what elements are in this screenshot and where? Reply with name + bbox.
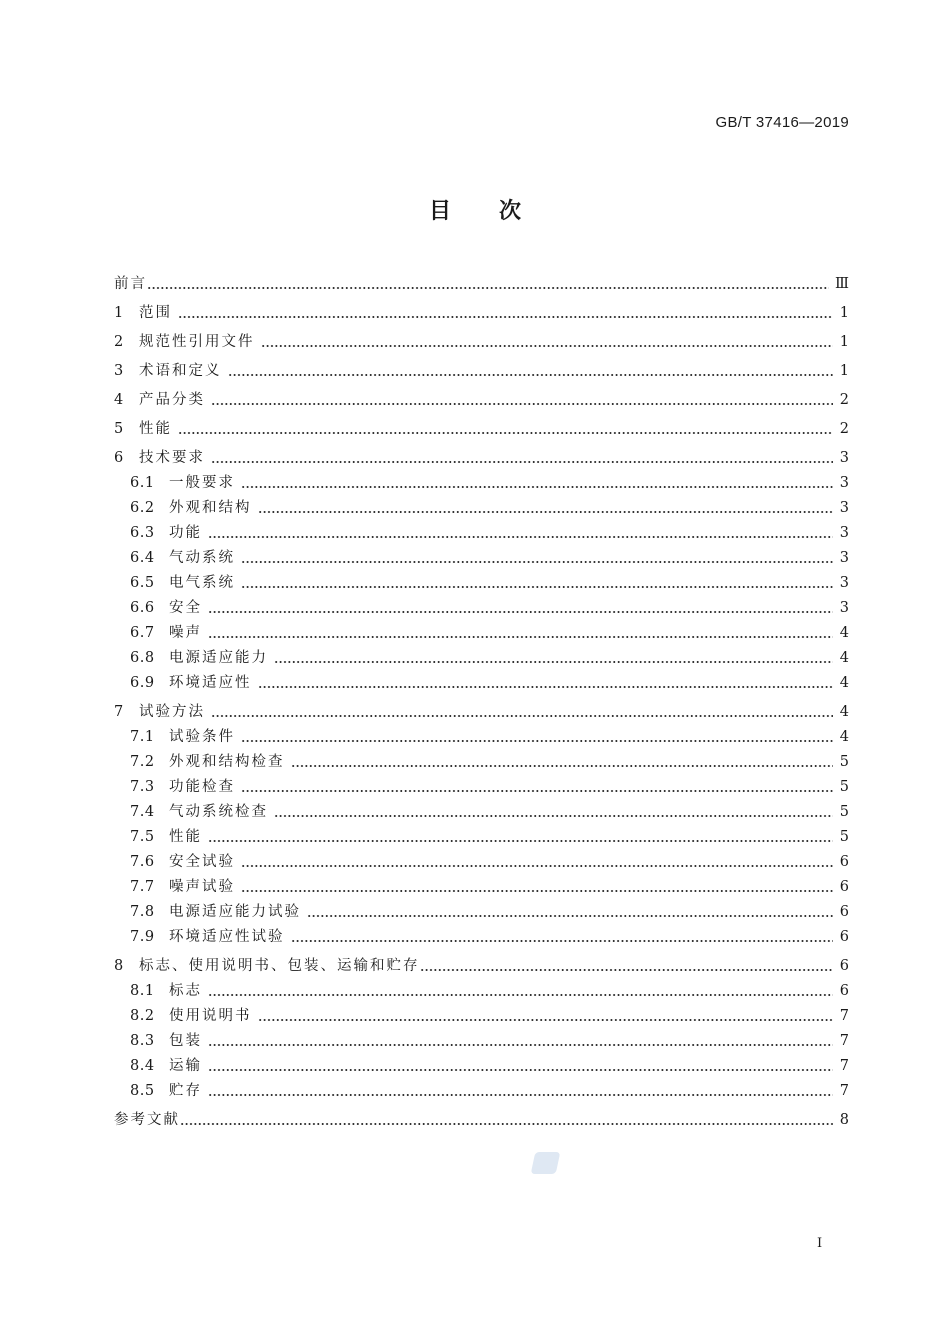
toc-leader-dots xyxy=(208,636,833,638)
toc-entry-page: 1 xyxy=(839,334,849,350)
toc-leader-dots xyxy=(211,461,833,463)
toc-entry-number: 6.6 xyxy=(130,600,155,616)
toc-entry[interactable] xyxy=(114,801,849,823)
toc-entry-page: 3 xyxy=(839,575,849,591)
toc-entry-number: 6.1 xyxy=(130,475,155,491)
toc-entry-number: 8.2 xyxy=(130,1008,155,1024)
toc-entry-page: 5 xyxy=(839,779,849,795)
toc-entry-label: 外观和结构 xyxy=(169,500,252,516)
toc-entry-number: 1 xyxy=(114,305,124,321)
toc-entry-label: 电源适应能力 xyxy=(169,650,268,666)
toc-entry-label: 试验条件 xyxy=(169,729,235,745)
toc-entry[interactable] xyxy=(114,1080,849,1102)
toc-leader-dots xyxy=(211,715,833,717)
toc-leader-dots xyxy=(241,486,833,488)
toc-entry-number: 6.5 xyxy=(130,575,155,591)
toc-entry-label: 技术要求 xyxy=(139,450,205,466)
toc-entry-page: 3 xyxy=(839,500,849,516)
toc-entry[interactable] xyxy=(114,522,849,544)
toc-leader-dots xyxy=(241,740,833,742)
toc-entry-number: 7.6 xyxy=(130,854,155,870)
toc-entry-page: 4 xyxy=(839,704,849,720)
toc-leader-dots xyxy=(291,940,834,942)
toc-entry[interactable] xyxy=(114,876,849,898)
toc-entry-label: 产品分类 xyxy=(139,392,205,408)
toc-entry-label: 贮存 xyxy=(169,1083,202,1099)
toc-entry-page: 6 xyxy=(839,983,849,999)
toc-entry-number: 6 xyxy=(114,450,124,466)
toc-leader-dots xyxy=(241,790,833,792)
toc-entry-page: 4 xyxy=(839,650,849,666)
toc-entry-page: 6 xyxy=(839,904,849,920)
toc-leader-dots xyxy=(241,561,833,563)
toc-entry-number: 4 xyxy=(114,392,124,408)
toc-leader-dots xyxy=(291,765,834,767)
toc-entry[interactable] xyxy=(114,1030,849,1052)
toc-entry-label: 功能检查 xyxy=(169,779,235,795)
toc-entry-page: 3 xyxy=(839,525,849,541)
toc-entry-page: 3 xyxy=(839,600,849,616)
toc-entry-page: 2 xyxy=(839,392,849,408)
toc-leader-dots xyxy=(208,840,833,842)
toc-entry-label: 范围 xyxy=(139,305,172,321)
toc-leader-dots xyxy=(258,1019,834,1021)
toc-entry-number: 6.7 xyxy=(130,625,155,641)
page-title: 目次 xyxy=(428,199,569,224)
toc-leader-dots xyxy=(180,1123,833,1125)
toc-leader-dots xyxy=(208,1044,833,1046)
toc-entry[interactable] xyxy=(114,547,849,569)
toc-leader-dots xyxy=(241,865,833,867)
sac-logo-icon xyxy=(531,1152,561,1174)
toc-leader-dots xyxy=(258,511,834,513)
toc-leader-dots xyxy=(274,661,833,663)
toc-entry-number: 7.1 xyxy=(130,729,155,745)
toc-entry-number: 5 xyxy=(114,421,124,437)
toc-leader-dots xyxy=(208,611,833,613)
toc-entry[interactable] xyxy=(114,751,849,773)
toc-entry-label: 电气系统 xyxy=(169,575,235,591)
toc-entry[interactable] xyxy=(114,302,849,324)
toc-entry[interactable] xyxy=(114,389,849,411)
toc-entry-page: 2 xyxy=(839,421,849,437)
toc-entry[interactable] xyxy=(114,360,849,382)
toc-leader-dots xyxy=(208,1069,833,1071)
toc-entry[interactable] xyxy=(114,418,849,440)
toc-entry-label: 一般要求 xyxy=(169,475,235,491)
toc-entry-page: 1 xyxy=(839,305,849,321)
toc-entry-page: 3 xyxy=(839,450,849,466)
toc-entry-page: 7 xyxy=(839,1008,849,1024)
toc-entry-page: 7 xyxy=(839,1033,849,1049)
toc-entry-number: 7.7 xyxy=(130,879,155,895)
toc-entry-number: 6.8 xyxy=(130,650,155,666)
toc-entry-label: 环境适应性试验 xyxy=(169,929,285,945)
toc-entry[interactable] xyxy=(114,497,849,519)
toc-entry-label: 性能 xyxy=(169,829,202,845)
toc-leader-dots xyxy=(178,316,833,318)
toc-entry-page: 3 xyxy=(839,550,849,566)
toc-entry-page: 7 xyxy=(839,1083,849,1099)
toc-entry-number: 7.9 xyxy=(130,929,155,945)
toc-entry-label: 噪声 xyxy=(169,625,202,641)
toc-entry-number: 6.2 xyxy=(130,500,155,516)
toc-entry-page: 6 xyxy=(839,929,849,945)
toc-entry-label: 环境适应性 xyxy=(169,675,252,691)
toc-leader-dots xyxy=(241,586,833,588)
toc-entry-label: 功能 xyxy=(169,525,202,541)
toc-entry[interactable] xyxy=(114,776,849,798)
toc-entry-page: 8 xyxy=(839,1112,849,1128)
toc-entry[interactable] xyxy=(114,826,849,848)
toc-leader-dots xyxy=(241,890,833,892)
toc-entry-page: 4 xyxy=(839,625,849,641)
toc-entry-label: 标志 xyxy=(169,983,202,999)
toc-entry-number: 8.1 xyxy=(130,983,155,999)
toc-entry-number: 7.5 xyxy=(130,829,155,845)
toc-entry-number: 7.2 xyxy=(130,754,155,770)
toc-entry-label: 参考文献 xyxy=(114,1112,180,1128)
toc-leader-dots xyxy=(208,994,833,996)
toc-leader-dots xyxy=(208,1094,833,1096)
toc-leader-dots xyxy=(228,374,834,376)
toc-entry-label: 气动系统 xyxy=(169,550,235,566)
toc-entry-number: 8 xyxy=(114,958,124,974)
toc-entry-number: 8.3 xyxy=(130,1033,155,1049)
page-number: Ⅰ xyxy=(817,1236,823,1251)
toc-entry[interactable] xyxy=(114,622,849,644)
toc-entry[interactable] xyxy=(114,572,849,594)
toc-leader-dots xyxy=(208,536,833,538)
toc-entry[interactable] xyxy=(114,1005,849,1027)
toc-entry-number: 8.5 xyxy=(130,1083,155,1099)
toc-leader-dots xyxy=(178,432,833,434)
toc-entry-page: 5 xyxy=(839,754,849,770)
toc-entry[interactable] xyxy=(114,851,849,873)
toc-entry-label: 包装 xyxy=(169,1033,202,1049)
toc-entry[interactable] xyxy=(114,926,849,948)
toc-entry[interactable] xyxy=(114,447,849,469)
toc-entry-label: 安全 xyxy=(169,600,202,616)
toc-entry[interactable] xyxy=(114,901,849,923)
toc-leader-dots xyxy=(274,815,833,817)
toc-entry-label: 安全试验 xyxy=(169,854,235,870)
toc-entry[interactable] xyxy=(114,1109,849,1131)
toc-entry[interactable] xyxy=(114,273,849,295)
toc-entry-label: 外观和结构检查 xyxy=(169,754,285,770)
toc-entry-number: 3 xyxy=(114,363,124,379)
toc-entry-page: 6 xyxy=(839,879,849,895)
toc-entry-label: 试验方法 xyxy=(139,704,205,720)
toc-entry-label: 术语和定义 xyxy=(139,363,222,379)
toc-entry-number: 8.4 xyxy=(130,1058,155,1074)
toc-entry-page: 6 xyxy=(839,958,849,974)
toc-entry[interactable] xyxy=(114,701,849,723)
toc-entry-label: 噪声试验 xyxy=(169,879,235,895)
toc-leader-dots xyxy=(211,403,833,405)
toc-entry[interactable] xyxy=(114,672,849,694)
standard-code: GB/T 37416—2019 xyxy=(715,114,849,131)
toc-entry[interactable] xyxy=(114,331,849,353)
toc-entry-page: 4 xyxy=(839,729,849,745)
toc-entry-label: 标志、使用说明书、包装、运输和贮存 xyxy=(139,958,420,974)
toc-entry-number: 6.9 xyxy=(130,675,155,691)
toc-entry-label: 运输 xyxy=(169,1058,202,1074)
toc-entry-label: 电源适应能力试验 xyxy=(169,904,301,920)
toc-entry-number: 2 xyxy=(114,334,124,350)
toc-entry-page: 5 xyxy=(839,829,849,845)
toc-entry-label: 前言 xyxy=(114,276,147,292)
toc-entry-page: 3 xyxy=(839,475,849,491)
toc-entry-page: Ⅲ xyxy=(835,276,849,292)
toc-entry-number: 6.4 xyxy=(130,550,155,566)
toc-entry-number: 7.3 xyxy=(130,779,155,795)
toc-entry-page: 7 xyxy=(839,1058,849,1074)
toc-entry-number: 6.3 xyxy=(130,525,155,541)
toc-entry[interactable] xyxy=(114,472,849,494)
toc-entry-label: 规范性引用文件 xyxy=(139,334,255,350)
toc-entry-page: 1 xyxy=(839,363,849,379)
toc-entry-page: 6 xyxy=(839,854,849,870)
toc-entry-label: 气动系统检查 xyxy=(169,804,268,820)
toc-entry[interactable] xyxy=(114,597,849,619)
toc-entry-number: 7.4 xyxy=(130,804,155,820)
toc-entry-page: 5 xyxy=(839,804,849,820)
toc-entry[interactable] xyxy=(114,647,849,669)
toc-entry[interactable] xyxy=(114,955,849,977)
toc-leader-dots xyxy=(307,915,833,917)
toc-leader-dots xyxy=(147,287,829,289)
toc-entry-page: 4 xyxy=(839,675,849,691)
toc-entry[interactable] xyxy=(114,1055,849,1077)
toc-leader-dots xyxy=(258,686,834,688)
toc-entry[interactable] xyxy=(114,726,849,748)
toc-entry-label: 使用说明书 xyxy=(169,1008,252,1024)
toc-entry-number: 7.8 xyxy=(130,904,155,920)
toc-entry[interactable] xyxy=(114,980,849,1002)
toc-leader-dots xyxy=(420,969,834,971)
toc-entry-label: 性能 xyxy=(139,421,172,437)
toc-leader-dots xyxy=(261,345,834,347)
toc-entry-number: 7 xyxy=(114,704,124,720)
